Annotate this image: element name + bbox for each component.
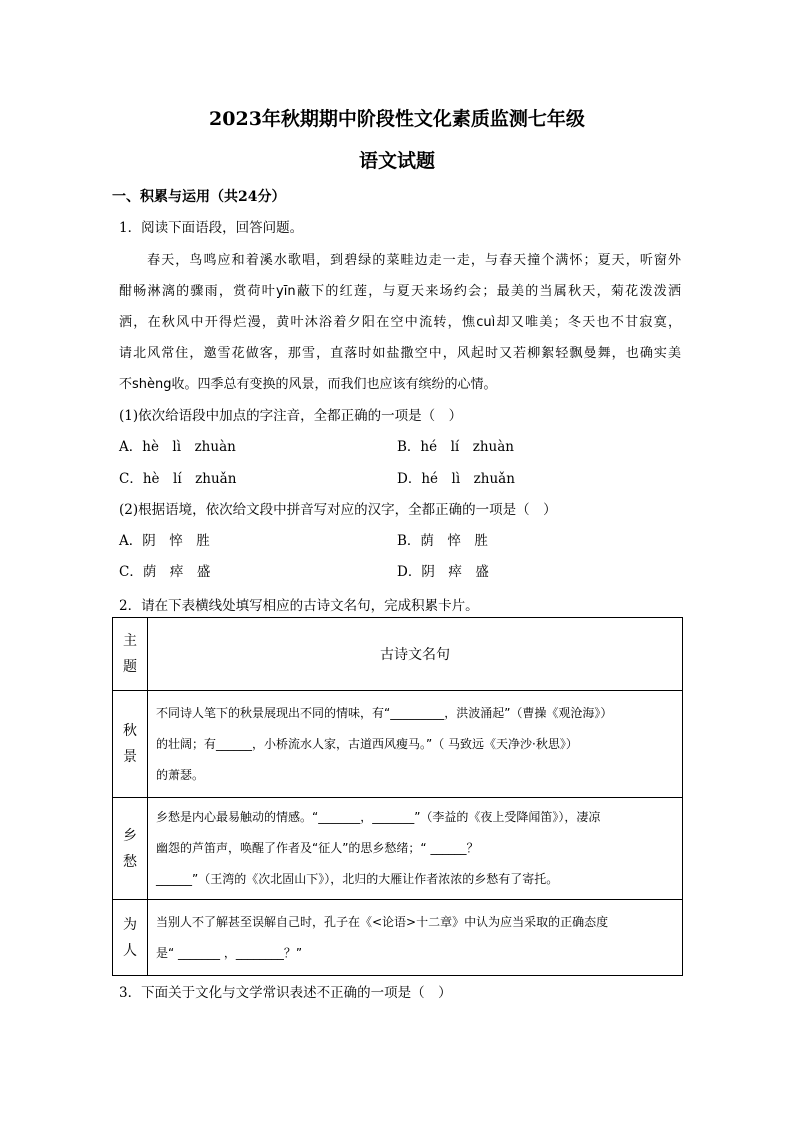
passage-line: 洒，在秋风中开得烂漫，黄叶沐浴着夕阳在空中流转，憔cuì却又唯美；冬天也不甘寂寞，: [119, 315, 681, 330]
passage-line: 春天，鸟鸣应和着溪水歌唱，到碧绿的菜畦边走一走，与春天撞个满怀；夏天，听窗外: [119, 253, 681, 268]
question-3-prompt: 3．下面关于文化与文学常识表述不正确的一项是（ ）: [119, 985, 452, 1001]
question-2-prompt: 2．请在下表横线处填写相应的古诗文名句，完成积累卡片。: [119, 598, 479, 614]
row-theme: 为人: [123, 916, 137, 959]
subquestion-2-prompt: (2)根据语境，依次给文段中拼音写对应的汉字，全都正确的一项是（ ）: [119, 502, 557, 518]
option-c: C．荫 瘁 盛: [119, 564, 211, 580]
option-c: C．hè lí zhuǎn: [119, 471, 237, 487]
option-a: A．阴 悴 胜: [119, 533, 210, 549]
table-row: [113, 900, 683, 976]
option-b: B．hé lí zhuàn: [397, 439, 514, 455]
row-line: 的萧瑟。: [156, 767, 205, 782]
theme-header-text: 主题: [123, 633, 137, 675]
option-d: D．阴 瘁 盛: [397, 564, 489, 580]
row-line: 不同诗人笔下的秋景展现出不同的情味，有“_________，洪波涌起”（曹操《观沧海》）: [156, 705, 613, 720]
row-theme: 乡愁: [123, 827, 137, 870]
row-line: 幽怨的芦笛声，唤醒了作者及“征人”的思乡愁绪；“ ______？: [156, 841, 479, 855]
row-line: 当别人不了解甚至误解自己时，孔子在《<论语>十二章》中认为应当采取的正确态度: [156, 914, 609, 929]
table-header-row: [113, 618, 683, 691]
theme-header: [113, 618, 148, 691]
option-d: D．hé lì zhuǎn: [397, 471, 515, 487]
table-row: [113, 691, 683, 798]
section-heading: 一、积累与运用（共24分）: [112, 189, 286, 205]
subquestion-1-prompt: (1)依次给语段中加点的字注音，全都正确的一项是（ ）: [119, 408, 463, 424]
row-theme: 秋景: [123, 723, 137, 765]
accumulation-card-table: [112, 617, 683, 976]
row-line: ______”（王湾的《次北固山下》），北归的大雁让作者浓浓的乡愁有了寄托。: [156, 872, 559, 886]
option-a: A．hè lì zhuàn: [119, 439, 236, 455]
page-title: 2023年秋期期中阶段性文化素质监测七年级: [209, 108, 585, 130]
question-1-prompt: 1．阅读下面语段，回答问题。: [119, 220, 304, 236]
passage-line: 请北风常住，邀雪花做客，那雪，直落时如盐撒空中，风起时又若柳絮轻飘曼舞，也确实美: [119, 346, 681, 361]
page-subtitle: 语文试题: [358, 150, 435, 172]
row-line: 的壮阔；有______，小桥流水人家，古道西风瘦马。”（ 马致远《天净沙·秋思》）: [156, 736, 578, 751]
passage-line: 不shèng收。四季总有变换的风景，而我们也应该有缤纷的心情。: [119, 377, 497, 392]
row-line: 乡愁是内心最易触动的情感。“_______，_______”（李益的《夜上受降闻笛》），凄凉: [156, 810, 601, 824]
passage-line: 酣畅淋漓的骤雨，赏荷叶yīn蔽下的红莲，与夏天来场约会；最美的当属秋天，菊花泼泼洒: [119, 284, 681, 299]
option-b: B．荫 悴 胜: [397, 533, 488, 549]
table-row: [113, 798, 683, 900]
row-line: 是“ _______ ，________？”: [156, 945, 303, 960]
content-header: 古诗文名句: [148, 618, 683, 691]
